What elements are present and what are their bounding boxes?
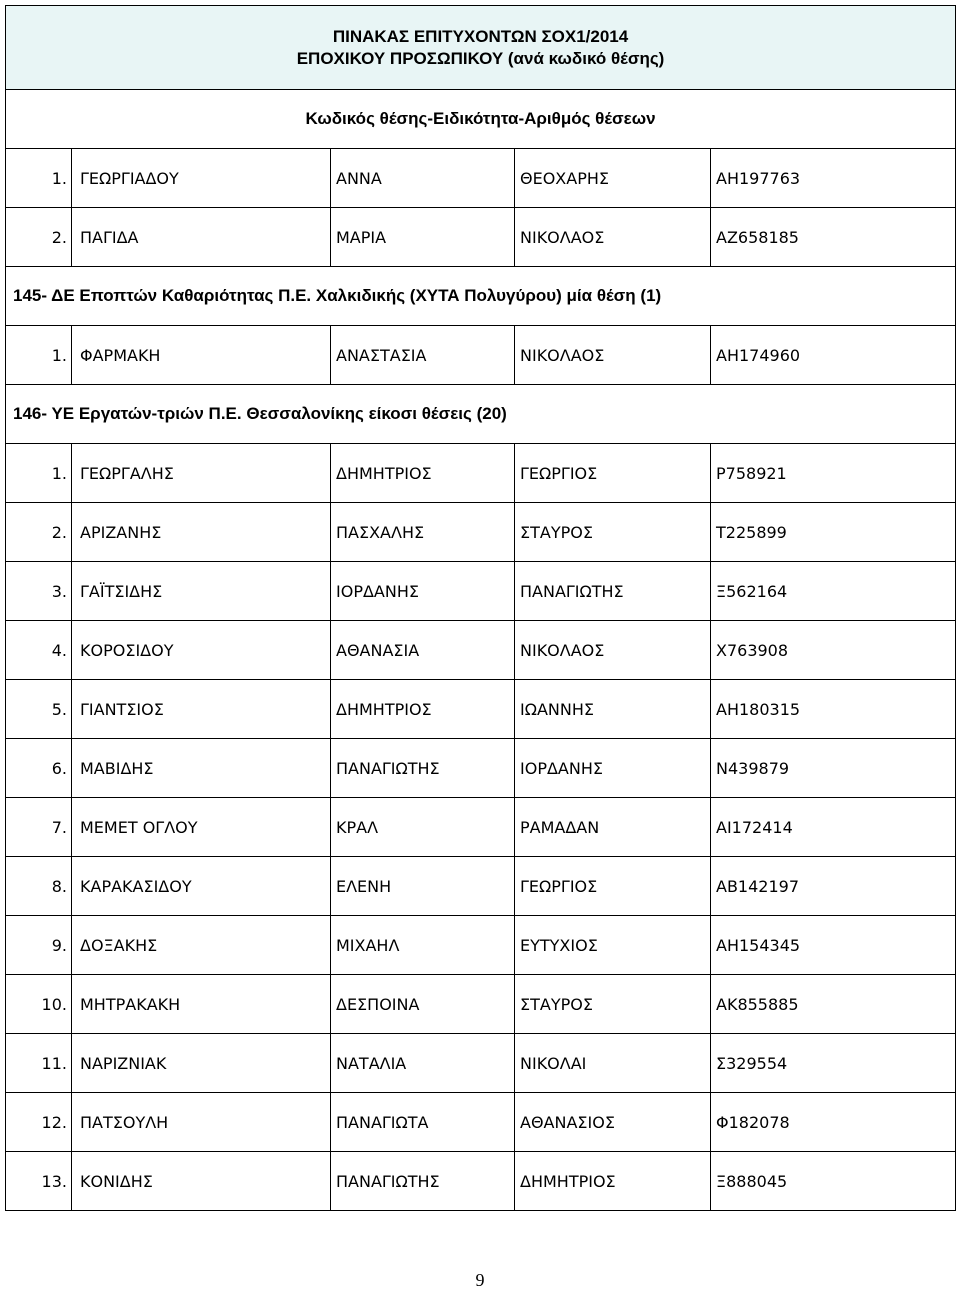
table-title — [6, 6, 956, 90]
section-heading-row — [6, 267, 956, 326]
title-line-2: ΕΠΟΧΙΚΟΥ ΠΡΟΣΩΠΙΚΟΥ (ανά κωδικό θέσης) — [296, 48, 665, 68]
first-name-cell: ΜΙΧΑΗΛ — [331, 916, 515, 975]
table-row — [6, 680, 956, 739]
first-name-cell: ΑΘΑΝΑΣΙΑ — [331, 621, 515, 680]
surname-cell: ΓΕΩΡΓΙΑΔΟΥ — [72, 149, 331, 208]
table-row — [6, 798, 956, 857]
row-number: 11. — [6, 1034, 72, 1093]
table-row — [6, 562, 956, 621]
row-number: 5. — [6, 680, 72, 739]
id-number-cell: ΑΙ172414 — [711, 798, 956, 857]
row-number: 1. — [6, 444, 72, 503]
section-heading: Κωδικός θέσης-Ειδικότητα-Αριθμός θέσεων — [6, 90, 956, 149]
row-number: 6. — [6, 739, 72, 798]
father-name-cell: ΠΑΝΑΓΙΩΤΗΣ — [515, 562, 711, 621]
first-name-cell: ΠΑΝΑΓΙΩΤΗΣ — [331, 1152, 515, 1211]
table-row — [6, 326, 956, 385]
id-number-cell: ΑΚ855885 — [711, 975, 956, 1034]
surname-cell: ΚΟΝΙΔΗΣ — [72, 1152, 331, 1211]
id-number-cell: ΑΗ180315 — [711, 680, 956, 739]
id-number-cell: Χ763908 — [711, 621, 956, 680]
first-name-cell: ΜΑΡΙΑ — [331, 208, 515, 267]
father-name-cell: ΕΥΤΥΧΙΟΣ — [515, 916, 711, 975]
id-number-cell: ΑΗ154345 — [711, 916, 956, 975]
section-heading: 145- ΔΕ Εποπτών Καθαριότητας Π.Ε. Χαλκιδικής (ΧΥΤΑ Πολυγύρου) μία θέση (1) — [6, 267, 956, 326]
row-number: 3. — [6, 562, 72, 621]
table-row — [6, 975, 956, 1034]
father-name-cell: ΙΩΑΝΝΗΣ — [515, 680, 711, 739]
father-name-cell: ΝΙΚΟΛΑΟΣ — [515, 208, 711, 267]
first-name-cell: ΔΕΣΠΟΙΝΑ — [331, 975, 515, 1034]
table-row — [6, 916, 956, 975]
surname-cell: ΜΗΤΡΑΚΑΚΗ — [72, 975, 331, 1034]
id-number-cell: ΑΖ658185 — [711, 208, 956, 267]
father-name-cell: ΝΙΚΟΛΑΟΣ — [515, 326, 711, 385]
row-number: 8. — [6, 857, 72, 916]
surname-cell: ΚΟΡΟΣΙΔΟΥ — [72, 621, 331, 680]
surname-cell: ΜΕΜΕΤ ΟΓΛΟΥ — [72, 798, 331, 857]
section-heading-row — [6, 385, 956, 444]
father-name-cell: ΝΙΚΟΛΑΙ — [515, 1034, 711, 1093]
title-line-1: ΠΙΝΑΚΑΣ ΕΠΙΤΥΧΟΝΤΩΝ ΣΟΧ1/2014 — [332, 26, 629, 46]
table-row — [6, 444, 956, 503]
surname-cell: ΜΑΒΙΔΗΣ — [72, 739, 331, 798]
first-name-cell: ΑΝΑΣΤΑΣΙΑ — [331, 326, 515, 385]
father-name-cell: ΘΕΟΧΑΡΗΣ — [515, 149, 711, 208]
first-name-cell: ΚΡΑΛ — [331, 798, 515, 857]
row-number: 9. — [6, 916, 72, 975]
row-number: 7. — [6, 798, 72, 857]
table-row — [6, 149, 956, 208]
table-row — [6, 208, 956, 267]
row-number: 12. — [6, 1093, 72, 1152]
father-name-cell: ΑΘΑΝΑΣΙΟΣ — [515, 1093, 711, 1152]
surname-cell: ΔΟΞΑΚΗΣ — [72, 916, 331, 975]
first-name-cell: ΕΛΕΝΗ — [331, 857, 515, 916]
father-name-cell: ΓΕΩΡΓΙΟΣ — [515, 444, 711, 503]
first-name-cell: ΑΝΝΑ — [331, 149, 515, 208]
table-row — [6, 1034, 956, 1093]
father-name-cell: ΡΑΜΑΔΑΝ — [515, 798, 711, 857]
surname-cell: ΚΑΡΑΚΑΣΙΔΟΥ — [72, 857, 331, 916]
surname-cell: ΠΑΓΙΔΑ — [72, 208, 331, 267]
father-name-cell: ΓΕΩΡΓΙΟΣ — [515, 857, 711, 916]
father-name-cell: ΣΤΑΥΡΟΣ — [515, 975, 711, 1034]
results-table — [5, 5, 956, 1211]
row-number: 10. — [6, 975, 72, 1034]
surname-cell: ΝΑΡΙΖΝΙΑΚ — [72, 1034, 331, 1093]
first-name-cell: ΠΑΝΑΓΙΩΤΑ — [331, 1093, 515, 1152]
id-number-cell: ΑΒ142197 — [711, 857, 956, 916]
table-row — [6, 1152, 956, 1211]
id-number-cell: ΑΗ197763 — [711, 149, 956, 208]
table-row — [6, 857, 956, 916]
first-name-cell: ΝΑΤΑΛΙΑ — [331, 1034, 515, 1093]
table-header-row — [6, 6, 956, 90]
row-number: 13. — [6, 1152, 72, 1211]
page-number: 9 — [475, 1270, 485, 1290]
table-row — [6, 621, 956, 680]
father-name-cell: ΝΙΚΟΛΑΟΣ — [515, 621, 711, 680]
id-number-cell: Ξ562164 — [711, 562, 956, 621]
id-number-cell: Τ225899 — [711, 503, 956, 562]
surname-cell: ΑΡΙΖΑΝΗΣ — [72, 503, 331, 562]
table-row — [6, 1093, 956, 1152]
surname-cell: ΓΕΩΡΓΑΛΗΣ — [72, 444, 331, 503]
father-name-cell: ΔΗΜΗΤΡΙΟΣ — [515, 1152, 711, 1211]
first-name-cell: ΔΗΜΗΤΡΙΟΣ — [331, 680, 515, 739]
row-number: 1. — [6, 326, 72, 385]
id-number-cell: Ν439879 — [711, 739, 956, 798]
id-number-cell: Ρ758921 — [711, 444, 956, 503]
id-number-cell: Φ182078 — [711, 1093, 956, 1152]
id-number-cell: Σ329554 — [711, 1034, 956, 1093]
row-number: 4. — [6, 621, 72, 680]
surname-cell: ΦΑΡΜΑΚΗ — [72, 326, 331, 385]
id-number-cell: ΑΗ174960 — [711, 326, 956, 385]
table-row — [6, 503, 956, 562]
first-name-cell: ΠΑΝΑΓΙΩΤΗΣ — [331, 739, 515, 798]
id-number-cell: Ξ888045 — [711, 1152, 956, 1211]
table-row — [6, 739, 956, 798]
surname-cell: ΠΑΤΣΟΥΛΗ — [72, 1093, 331, 1152]
first-name-cell: ΠΑΣΧΑΛΗΣ — [331, 503, 515, 562]
surname-cell: ΓΙΑΝΤΣΙΟΣ — [72, 680, 331, 739]
row-number: 2. — [6, 503, 72, 562]
father-name-cell: ΣΤΑΥΡΟΣ — [515, 503, 711, 562]
first-name-cell: ΔΗΜΗΤΡΙΟΣ — [331, 444, 515, 503]
row-number: 2. — [6, 208, 72, 267]
first-name-cell: ΙΟΡΔΑΝΗΣ — [331, 562, 515, 621]
section-heading-row — [6, 90, 956, 149]
section-heading: 146- ΥΕ Εργατών-τριών Π.Ε. Θεσσαλονίκης είκοσι θέσεις (20) — [6, 385, 956, 444]
father-name-cell: ΙΟΡΔΑΝΗΣ — [515, 739, 711, 798]
row-number: 1. — [6, 149, 72, 208]
surname-cell: ΓΑΪΤΣΙΔΗΣ — [72, 562, 331, 621]
